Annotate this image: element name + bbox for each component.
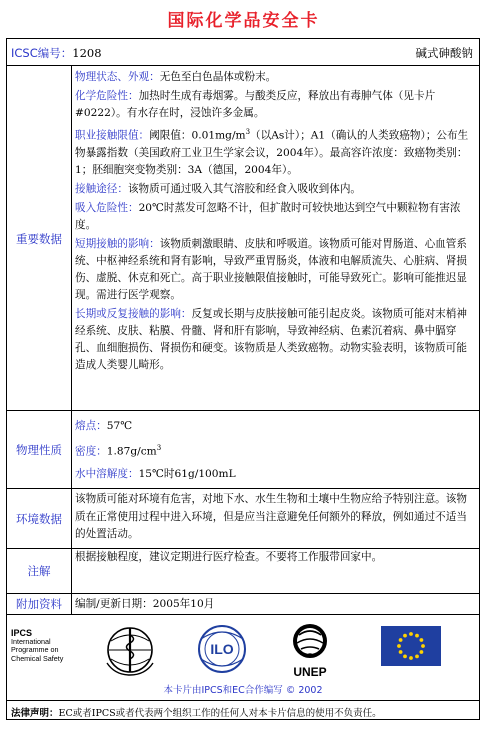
icsc-number [11, 45, 102, 61]
solubility-value: 15℃时61g/100mL [138, 467, 236, 480]
chemical-hazard-text: 加热时生成有毒烟雾。与酸类反应，释放出有毒胂气体（见卡片#0222）。有水存在时，浸蚀许多金属。 [75, 90, 436, 119]
inhalation-risk-text: 20℃时蒸发可忽略不计，但扩散时可较快地达到空气中颗粒物有害浓度。 [75, 201, 461, 231]
physical-state-label: 物理状态、外观： [75, 71, 160, 83]
legal-label: 法律声明： [11, 708, 59, 719]
legal-text: EC或者IPCS或者代表两个组织工作的任何人对本卡片信息的使用不负责任。 [58, 708, 382, 719]
credit-line: 本卡片由IPCS和EC合作编写 © 2002 [163, 685, 323, 696]
ilo-emblem-icon [195, 623, 249, 675]
density-value: 1.87g/cm [106, 445, 157, 458]
physical-state-text: 无色至白色晶体或粉末。 [159, 71, 277, 83]
divider [7, 700, 479, 701]
icsc-label: ICSC编号： [11, 46, 73, 60]
density-sup: 3 [156, 444, 162, 452]
unep-text: UNEP [293, 665, 327, 679]
short-term-effects-label: 短期接触的影响： [75, 237, 160, 250]
section-label-physical: 物理性质 [16, 443, 62, 457]
exposure-route-label: 接触途径： [75, 182, 128, 195]
density-label: 密度： [75, 445, 107, 458]
chemical-name: 碱式砷酸钠 [415, 46, 473, 60]
divider [7, 65, 479, 66]
divider [7, 593, 479, 594]
chemical-hazard-label: 化学危险性： [75, 90, 139, 102]
unep-emblem-icon [287, 621, 333, 679]
important-data-content [75, 69, 475, 376]
eu-flag-icon [381, 626, 441, 666]
ipcs-title: IPCS [11, 628, 33, 638]
environment-text: 该物质可能对环境有危害，对地下水、水生生物和土壤中生物应给予特别注意。该物质在正常使用过程中进入环境，但是应当注意避免任何额外的释放，例如通过不适当的处置活动。 [75, 493, 467, 540]
divider [7, 614, 479, 615]
exposure-route-text: 该物质可通过吸入其气溶胶和经食入吸收到体内。 [127, 182, 362, 195]
card-frame [6, 38, 480, 720]
appendix-text: 编制/更新日期：2005年10月 [75, 598, 215, 610]
exposure-sup: 3 [245, 128, 251, 136]
inhalation-risk-label: 吸入危险性： [75, 201, 139, 214]
section-label-appendix: 附加资料 [16, 597, 62, 611]
short-term-effects-text: 该物质刺激眼睛、皮肤和呼吸道。该物质可能对胃肠道、心血管系统、中枢神经系统和肾有影响，导致严重胃肠炎，体液和电解质流失、心脏病、肾损伤、虚脱、休克和死亡。高于职业接触限值接触时，可能导致死亡。影响可能推迟显现。需进行医学观察。 [75, 237, 467, 301]
column-divider [71, 65, 72, 614]
ipcs-line: Programme on [11, 645, 59, 655]
section-label-important: 重要数据 [16, 232, 62, 246]
card-title: 国际化学品安全卡 [167, 11, 320, 31]
exposure-limits-text-b: （以As计）；A1（确认的人类致癌物）；公布生物暴露指数（美国政府工业卫生学家会议，2004年）。最高容许浓度：致癌物类别：1；胚细胞突变物类别：3A（德国，2004年）。 [75, 129, 469, 176]
legal-notice [11, 705, 382, 719]
notes-text: 根据接触程度，建议定期进行医疗检查。不要将工作服带回家中。 [75, 551, 383, 563]
exposure-limits-text-a: 阈限值：0.01mg/m [149, 129, 246, 142]
ipcs-line: Chemical Safety [11, 653, 64, 663]
long-term-effects-label: 长期或反复接触的影响： [75, 307, 192, 320]
section-label-notes: 注解 [27, 564, 51, 578]
ipcs-logo-text [11, 629, 63, 663]
exposure-limits-label: 职业接触限值： [75, 129, 150, 142]
ilo-text: ILO [210, 641, 234, 657]
solubility-label: 水中溶解度： [75, 467, 139, 480]
who-emblem-icon [105, 623, 155, 677]
section-label-environment: 环境数据 [16, 512, 62, 526]
divider [7, 410, 479, 411]
ipcs-line: International [11, 637, 51, 647]
divider [7, 488, 479, 489]
melting-point-label: 熔点： [75, 420, 107, 432]
physical-properties-content [75, 415, 475, 485]
melting-point-value: 57℃ [106, 420, 133, 432]
long-term-effects-text: 反复或长期与皮肤接触可能引起皮炎。该物质可能对末梢神经系统、皮肤、粘膜、骨髓、肾和肝有影响，导致神经病、色素沉着病、鼻中膈穿孔、血细胞损伤、肾损伤和硬变。该物质是人类致癌物。动物实验表明，该物质可能造成人类婴儿畸形。 [75, 307, 467, 371]
icsc-value: 1208 [72, 46, 102, 60]
